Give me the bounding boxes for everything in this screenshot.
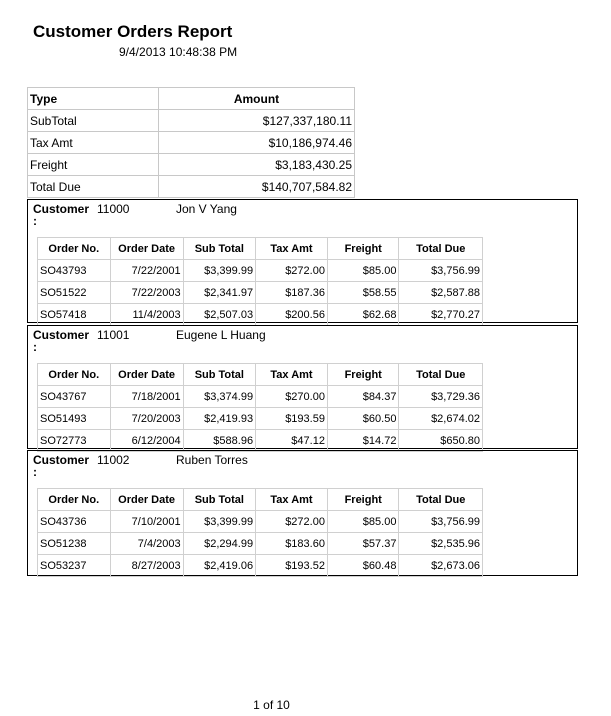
order-date: 7/20/2003: [110, 408, 183, 430]
col-total-due: Total Due: [399, 489, 483, 511]
table-row: [38, 555, 483, 577]
col-total-due: Total Due: [399, 238, 483, 260]
order-no: SO43793: [38, 260, 111, 282]
sub-total: $2,507.03: [183, 304, 255, 326]
summary-row: [28, 154, 355, 176]
sub-total: $2,294.99: [183, 533, 255, 555]
customer-section: [27, 325, 578, 449]
order-no: SO53237: [38, 555, 111, 577]
summary-row: [28, 176, 355, 198]
freight: $60.48: [327, 555, 399, 577]
summary-type: Freight: [28, 154, 159, 176]
freight: $85.00: [327, 511, 399, 533]
order-no: SO51493: [38, 408, 111, 430]
customer-name: Eugene L Huang: [176, 328, 266, 342]
summary-amount: $140,707,584.82: [159, 176, 355, 198]
table-row: [38, 260, 483, 282]
col-order-no: Order No.: [38, 364, 111, 386]
customer-section: [27, 450, 578, 576]
summary-header-type: Type: [28, 88, 159, 110]
customer-name: Jon V Yang: [176, 202, 237, 216]
table-row: [38, 533, 483, 555]
total-due: $3,756.99: [399, 511, 483, 533]
col-order-date: Order Date: [110, 238, 183, 260]
tax-amt: $270.00: [256, 386, 328, 408]
sub-total: $2,341.97: [183, 282, 255, 304]
col-order-date: Order Date: [110, 489, 183, 511]
page-indicator: [0, 698, 611, 712]
col-sub-total: Sub Total: [183, 238, 255, 260]
sub-total: $588.96: [183, 430, 255, 452]
col-tax-amt: Tax Amt: [256, 238, 328, 260]
tax-amt: $187.36: [256, 282, 328, 304]
total-due: $2,673.06: [399, 555, 483, 577]
table-row: [38, 430, 483, 452]
summary-row: [28, 110, 355, 132]
order-date: 8/27/2003: [110, 555, 183, 577]
total-due: $3,756.99: [399, 260, 483, 282]
orders-header-row: [38, 489, 483, 511]
table-row: [38, 304, 483, 326]
sub-total: $2,419.06: [183, 555, 255, 577]
freight: $14.72: [327, 430, 399, 452]
col-total-due: Total Due: [399, 364, 483, 386]
tax-amt: $183.60: [256, 533, 328, 555]
col-freight: Freight: [327, 364, 399, 386]
sub-total: $3,374.99: [183, 386, 255, 408]
customer-id: 11001: [97, 328, 130, 342]
col-order-date: Order Date: [110, 364, 183, 386]
customer-name: Ruben Torres: [176, 453, 248, 467]
order-date: 6/12/2004: [110, 430, 183, 452]
total-due: $2,674.02: [399, 408, 483, 430]
page-number: 1 of 10: [253, 698, 290, 712]
freight: $57.37: [327, 533, 399, 555]
summary-header-amount: Amount: [159, 88, 355, 110]
orders-table: [37, 488, 483, 577]
summary-table: [27, 87, 355, 198]
orders-table: [37, 363, 483, 452]
total-due: $650.80: [399, 430, 483, 452]
table-row: [38, 408, 483, 430]
orders-header-row: [38, 364, 483, 386]
tax-amt: $47.12: [256, 430, 328, 452]
sub-total: $3,399.99: [183, 511, 255, 533]
order-date: 11/4/2003: [110, 304, 183, 326]
customer-label: Customer :: [33, 453, 90, 479]
summary-type: Tax Amt: [28, 132, 159, 154]
total-due: $2,535.96: [399, 533, 483, 555]
table-row: [38, 386, 483, 408]
freight: $85.00: [327, 260, 399, 282]
total-due: $2,587.88: [399, 282, 483, 304]
tax-amt: $272.00: [256, 260, 328, 282]
col-sub-total: Sub Total: [183, 364, 255, 386]
tax-amt: $272.00: [256, 511, 328, 533]
freight: $84.37: [327, 386, 399, 408]
col-order-no: Order No.: [38, 238, 111, 260]
freight: $58.55: [327, 282, 399, 304]
order-no: SO57418: [38, 304, 111, 326]
freight: $60.50: [327, 408, 399, 430]
customer-section: [27, 199, 578, 323]
table-row: [38, 282, 483, 304]
orders-table: [37, 237, 483, 326]
customer-label: Customer :: [33, 328, 90, 354]
summary-amount: $3,183,430.25: [159, 154, 355, 176]
order-no: SO43767: [38, 386, 111, 408]
order-no: SO43736: [38, 511, 111, 533]
report-timestamp: 9/4/2013 10:48:38 PM: [119, 45, 238, 59]
order-date: 7/22/2001: [110, 260, 183, 282]
total-due: $3,729.36: [399, 386, 483, 408]
sub-total: $2,419.93: [183, 408, 255, 430]
tax-amt: $193.59: [256, 408, 328, 430]
order-date: 7/4/2003: [110, 533, 183, 555]
tax-amt: $200.56: [256, 304, 328, 326]
customer-id: 11002: [97, 453, 130, 467]
tax-amt: $193.52: [256, 555, 328, 577]
summary-header-row: [28, 88, 355, 110]
col-tax-amt: Tax Amt: [256, 364, 328, 386]
order-date: 7/18/2001: [110, 386, 183, 408]
freight: $62.68: [327, 304, 399, 326]
summary-type: Total Due: [28, 176, 159, 198]
customer-id: 11000: [97, 202, 130, 216]
report-title: Customer Orders Report: [33, 22, 233, 41]
table-row: [38, 511, 483, 533]
total-due: $2,770.27: [399, 304, 483, 326]
order-no: SO51238: [38, 533, 111, 555]
orders-header-row: [38, 238, 483, 260]
customer-label: Customer :: [33, 202, 90, 228]
summary-row: [28, 132, 355, 154]
order-date: 7/10/2001: [110, 511, 183, 533]
order-no: SO51522: [38, 282, 111, 304]
col-freight: Freight: [327, 238, 399, 260]
col-freight: Freight: [327, 489, 399, 511]
sub-total: $3,399.99: [183, 260, 255, 282]
order-no: SO72773: [38, 430, 111, 452]
col-order-no: Order No.: [38, 489, 111, 511]
summary-amount: $10,186,974.46: [159, 132, 355, 154]
summary-amount: $127,337,180.11: [159, 110, 355, 132]
summary-type: SubTotal: [28, 110, 159, 132]
col-sub-total: Sub Total: [183, 489, 255, 511]
order-date: 7/22/2003: [110, 282, 183, 304]
col-tax-amt: Tax Amt: [256, 489, 328, 511]
